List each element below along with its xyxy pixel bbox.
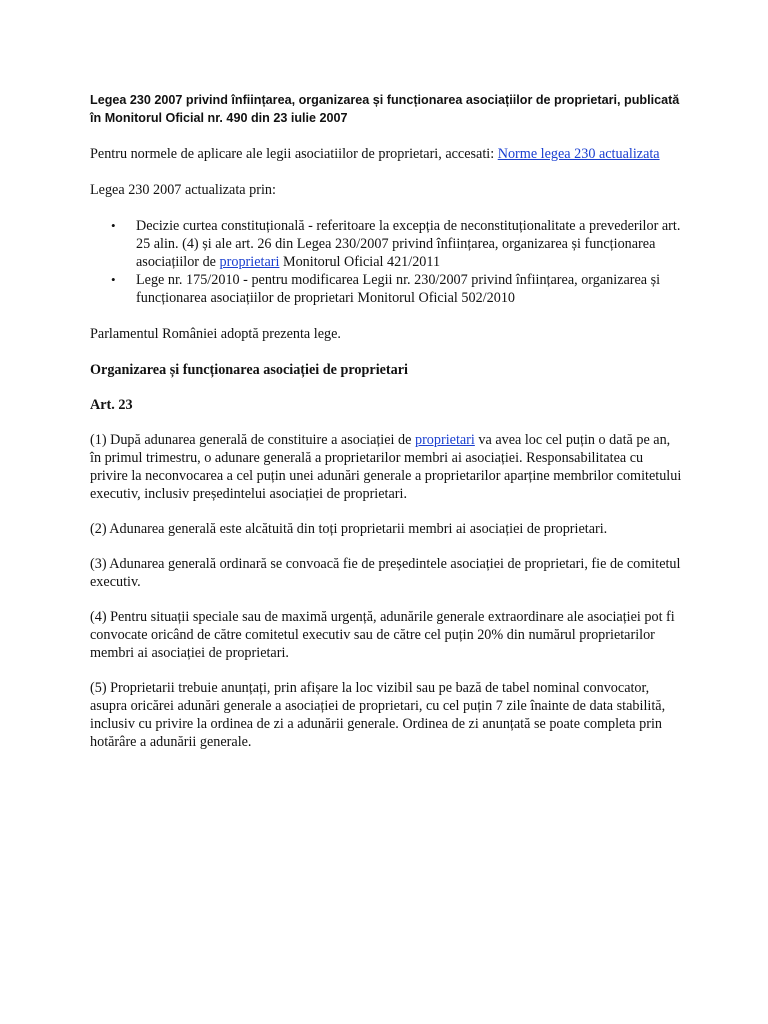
- article-title: Art. 23: [90, 397, 133, 413]
- amendment-2-text: Lege nr. 175/2010 - pentru modificarea Legii nr. 230/2007 privind înființarea, organizarea și funcționarea asociațiilor de proprietari Monitorul Oficial 502/2010: [136, 272, 661, 306]
- article-paragraph-4: (4) Pentru situații speciale sau de maximă urgență, adunările generale extraordinare ale asociației pot fi convocate oricând de către comitetul executiv sau de către cel puțin 20% din numărul proprietarilor membri ai asociației de proprietari.: [90, 609, 675, 661]
- adoption-text: Parlamentul României adoptă prezenta lege.: [90, 326, 341, 342]
- updated-by-text: Legea 230 2007 actualizata prin:: [90, 182, 276, 198]
- amendment-1-suffix: Monitorul Oficial 421/2011: [279, 254, 441, 270]
- document-heading: Legea 230 2007 privind înființarea, organizarea și funcționarea asociațiilor de proprietari, publicată în Monitorul Oficial nr. 490 din 23 iulie 2007: [90, 93, 680, 125]
- amendment-1-text: Decizie curtea constituțională - referitoare la excepția de neconstituționalitate a prevederilor art. 25 alin. (4) și ale art. 26 din Legea 230/2007 privind înființarea, organizarea și funcționarea asociațiilor de: [136, 218, 681, 270]
- amendments-list: [90, 217, 684, 307]
- paragraph-1-continuation: va avea loc cel puțin o dată pe an, în primul trimestru, o adunare generală a proprietarilor membri ai asociației. Responsabilitatea cu privire la neconvocarea a cel puțin unei adunări generale a proprietarilor aparține membrilor comitetului executiv, inclusiv președintelui asociației de proprietari.: [90, 432, 682, 502]
- article-paragraph-2: (2) Adunarea generală este alcătuită din toți proprietarii membri ai asociației de proprietari.: [90, 521, 608, 537]
- document-page: [90, 91, 684, 768]
- article-paragraph-3: (3) Adunarea generală ordinară se convoacă fie de președintele asociației de proprietari, fie de comitetul executiv.: [90, 556, 681, 590]
- proprietari-link[interactable]: proprietari: [219, 254, 280, 270]
- proprietari-link[interactable]: proprietari: [414, 432, 475, 448]
- list-item: [136, 271, 684, 307]
- norme-legea-230-link[interactable]: Norme legea 230 actualizata: [497, 146, 660, 162]
- section-title: Organizarea și funcționarea asociației de proprietari: [90, 362, 408, 378]
- intro-text: Pentru normele de aplicare ale legii asociatiilor de proprietari, accesati:: [90, 146, 498, 162]
- article-paragraph-1: [90, 431, 684, 503]
- article-paragraph-5: (5) Proprietarii trebuie anunțați, prin afișare la loc vizibil sau pe bază de tabel nominal convocator, asupra oricărei adunări generale a asociației de proprietari, cu cel puțin 7 zile înainte de data stabilită, inclusiv cu privire la ordinea de zi a adunării generale. Ordinea de zi anunțată se poate completa prin hotărâre a adunării generale.: [90, 680, 666, 750]
- list-item: [136, 217, 684, 271]
- paragraph-1-text: (1) După adunarea generală de constituire a asociației de: [90, 432, 415, 448]
- intro-paragraph: [90, 145, 684, 163]
